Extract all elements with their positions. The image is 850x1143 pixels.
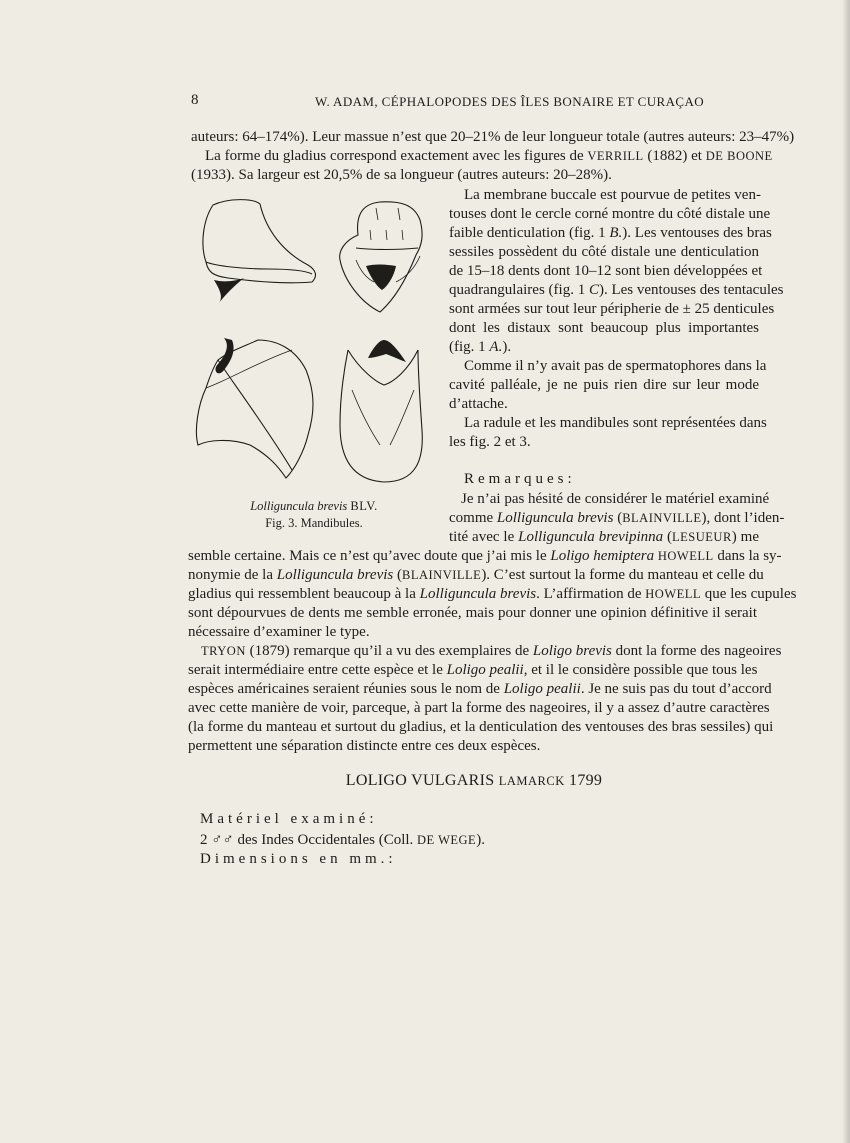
body-line: La membrane buccale est pourvue de petites ven- — [464, 187, 761, 203]
running-title: W. ADAM, CÉPHALOPODES DES ÎLES BONAIRE ET CURAÇAO — [315, 94, 705, 109]
body-line: nonymie de la Lolliguncula brevis (BLAINVILLE). C’est surtout la forme du manteau et celle du — [188, 567, 764, 583]
page-header — [191, 92, 757, 112]
body-line: sessiles possèdent du côté distale une denticulation — [449, 244, 759, 260]
dimensions-label: Dimensions en mm.: — [200, 851, 397, 867]
body-line: nécessaire d’examiner le type. — [188, 624, 370, 640]
body-line: gladius qui ressemblent beaucoup à la Lolliguncula brevis. L’affirmation de HOWELL que les cupules — [188, 586, 797, 602]
materiel-label: Matériel examiné: — [200, 811, 378, 827]
body-line: TRYON (1879) remarque qu’il a vu des exemplaires de Loligo brevis dont la forme des nageoires — [201, 643, 782, 659]
body-line: quadrangulaires (fig. 1 C). Les ventouses des tentacules — [449, 282, 784, 298]
mandible-lower-right-beak — [368, 340, 406, 362]
body-line: comme Lolliguncula brevis (BLAINVILLE), dont l’iden- — [449, 510, 785, 526]
body-line: semble certaine. Mais ce n’est qu’avec doute que j’ai mis le Loligo hemiptera HOWELL dans la sy- — [188, 548, 782, 564]
body-line: tité avec le Lolliguncula brevipinna (LESUEUR) me — [449, 529, 759, 545]
body-line: d’attache. — [449, 396, 508, 412]
page-edge-shadow — [842, 0, 850, 1143]
body-line: avec cette manière de voir, parceque, à part la forme des nageoires, il y a assez d’autre caractères — [188, 700, 770, 716]
body-line: La forme du gladius correspond exactement avec les figures de VERRILL (1882) et DE BOONE — [205, 148, 773, 164]
mandible-upper-left — [203, 200, 316, 283]
mandible-upper-left-beak — [214, 278, 244, 304]
body-line: faible denticulation (fig. 1 B.). Les ventouses des bras — [449, 225, 772, 241]
body-line: serait intermédiaire entre cette espèce et le Loligo pealii, et il le considère possible que tous les — [188, 662, 758, 678]
section-title: LOLIGO VULGARIS LAMARCK 1799 — [345, 772, 603, 789]
body-line: touses dont le cercle corné montre du côté distale une — [449, 206, 771, 222]
mandible-upper-right — [340, 202, 422, 312]
body-line: dont les distaux sont beaucoup plus importantes — [449, 320, 759, 336]
body-line: permettent une séparation distincte entre ces deux espèces. — [188, 738, 541, 754]
body-line: Je n’ai pas hésité de considérer le matériel examiné — [461, 491, 770, 507]
body-line: auteurs: 64–174%). Leur massue n’est que 20–21% de leur longueur totale (autres auteurs: 23–47%) — [191, 129, 795, 145]
mandible-lower-left-beak — [216, 338, 234, 373]
body-line: (la forme du manteau et surtout du gladius, et la denticulation des ventouses des bras sessiles) qui — [188, 719, 774, 735]
body-line: les fig. 2 et 3. — [449, 434, 531, 450]
body-line: sont dépourvues de dents me semble erronée, mais pour donner une opinion définitive il serait — [188, 605, 757, 621]
body-line: (fig. 1 A.). — [449, 339, 512, 355]
figure-caption-title: Lolliguncula brevis BLV. — [250, 499, 378, 513]
body-line: (1933). Sa largeur est 20,5% de sa longueur (autres auteurs: 20–28%). — [191, 167, 612, 183]
body-line: cavité palléale, je ne puis rien dire sur leur mode — [449, 377, 759, 393]
body-line: La radule et les mandibules sont représentées dans — [464, 415, 767, 431]
mandible-upper-right-beak — [366, 265, 396, 291]
materiel-text: 2 ♂♂ des Indes Occidentales (Coll. DE WEGE). — [200, 832, 485, 848]
body-line: Comme il n’y avait pas de spermatophores dans la — [464, 358, 767, 374]
body-line: de 15–18 dents dont 10–12 sont bien développées et — [449, 263, 763, 279]
remarques-heading: Remarques: — [464, 471, 576, 487]
mandible-lower-right — [340, 350, 422, 482]
mandibles-figure — [188, 190, 440, 495]
figure-caption-label: Fig. 3. Mandibules. — [265, 516, 363, 530]
body-line: espèces américaines seraient réunies sous le nom de Loligo pealii. Je ne suis pas du tout d’accord — [188, 681, 772, 697]
body-line: sont armées sur tout leur péripherie de ± 25 denticules — [449, 301, 775, 317]
page-number: 8 — [191, 92, 199, 108]
mandible-lower-left — [196, 340, 313, 478]
